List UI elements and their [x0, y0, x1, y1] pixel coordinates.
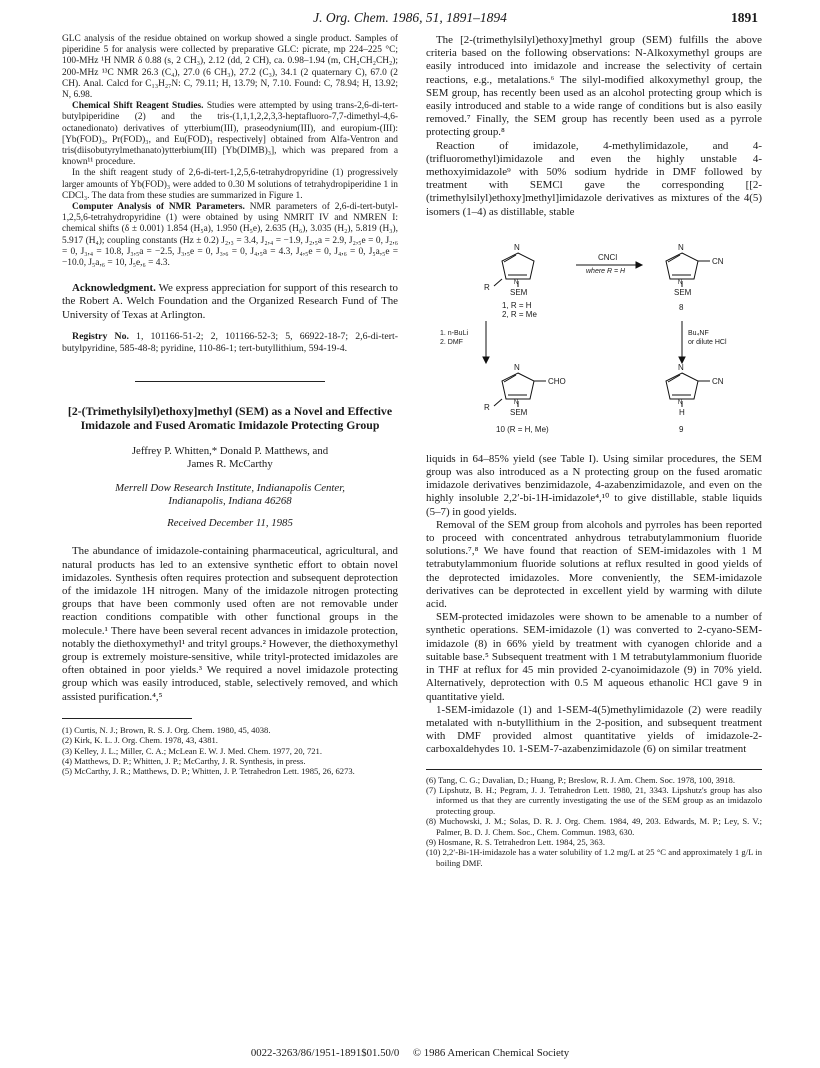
compound-10-label: 10 (R = H, Me)	[496, 424, 549, 434]
affiliation	[62, 482, 398, 509]
affiliation-line-2: Indianapolis, Indiana 46268	[168, 494, 292, 507]
acknowledgment-text: We express appreciation for support of this research to the Robert A. Welch Foundation and the Organized Research Fund of The University of Texas at Arlington.	[62, 282, 398, 321]
running-header	[62, 10, 758, 30]
nmr-analysis-heading: Computer Analysis of NMR Parameters.	[72, 202, 245, 213]
reagent-dmf: 2. DMF	[440, 338, 463, 346]
registry-numbers	[62, 331, 398, 355]
registry-text: 1, 101166-51-2; 2, 101166-52-3; 5, 66922-18-7; 2,6-di-tert-butylpyridine, 585-48-8; pyridine, 110-86-1; tert-butyllithium, 594-19-4.	[62, 330, 398, 354]
received-date: Received December 11, 1985	[167, 517, 293, 530]
atom-n: N	[514, 399, 519, 406]
metalation-paragraph: 1-SEM-imidazole (1) and 1-SEM-4(5)methylimidazole (2) were readily metalated with n-butyllithium in the 2-position, and subsequent treatment with DMF provided almost quantitative yields of imidazole-2-carboxaldehydes 10. 1-SEM-7-azabenzimidazole (6) on similar treatment	[426, 703, 762, 756]
hydrogen-atom: H	[679, 407, 685, 417]
shift-reagent-paragraph	[62, 101, 398, 168]
authors-line-2: James R. McCarthy	[187, 458, 273, 471]
shift-study-paragraph: In the shift reagent study of 2,6-di-tert-1,2,5,6-tetrahydropyridine (1) progressively larger amounts of Yb(FOD)₃ were added to 0.30 M solutions of tetrahydropiperidine 1 in CDCl₃. The data from these studies are summarized in Figure 1.	[62, 168, 398, 201]
atom-n: N	[678, 362, 684, 372]
right-footnotes	[426, 775, 762, 869]
registry-heading: Registry No.	[72, 330, 129, 342]
footnote-rule	[426, 769, 762, 770]
footnote: (5) McCarthy, J. R.; Matthews, D. P.; Whitten, J. P. Tetrahedron Lett. 1985, 26, 6273.	[62, 766, 355, 777]
shift-reagent-heading: Chemical Shift Reagent Studies.	[72, 101, 204, 112]
journal-citation: J. Org. Chem. 1986, 51, 1891–1894	[313, 10, 507, 25]
left-column	[62, 34, 398, 777]
reagent-buli: 1. n-BuLi	[440, 329, 469, 337]
footnote-rule	[62, 718, 192, 719]
cyano-group: CN	[712, 376, 724, 386]
sem-group: SEM	[510, 407, 528, 417]
atom-n: N	[514, 242, 520, 252]
acknowledgment-heading: Acknowledgment.	[72, 282, 156, 295]
atom-n: N	[514, 279, 519, 286]
article-title: [2-(Trimethylsilyl)ethoxy]methyl (SEM) as a Novel and Effective Imidazole and Fused Aromatic Imidazole Protecting Group	[67, 403, 393, 433]
introduction-paragraph: The abundance of imidazole-containing pharmaceutical, agricultural, and natural products has led to an extensive synthetic effort to obtain novel imidazoles. Synthesis often requires protection and subsequent deprotection of the imidazole 1H nitrogen. Many of the imidazole nitrogen protecting groups that have been commonly used often are not removable under reaction conditions compatible with other functional groups in the molecule.¹ There have been several recent advances in imidazole protection, notably the diethoxymethyl¹ and trityl groups.² However, the diethoxymethyl group is extremely moisture-sensitive, while trityl-protected imidazoles are often obtained in poor yields.³ We required a novel imidazole protecting group which was easily introduced, stable, selectively removed, and which assisted purification.⁴,⁵	[62, 545, 398, 703]
removal-paragraph: Removal of the SEM group from alcohols and pyrroles has been reported to proceed with concentrated anhydrous tetrabutylammonium fluoride solutions.⁷,⁸ We have found that reaction of SEM-imidazoles with 1 M tetrabutylammonium fluoride solutions at reflux resulted in good yields of the deprotected imidazoles. More conveniently, the SEM-imidazole derivatives can be deprotected in excellent yield by warming with dilute acid.	[426, 518, 762, 611]
substituent-r: R	[484, 282, 490, 292]
atom-n: N	[678, 399, 683, 406]
sem-group: SEM	[674, 287, 692, 297]
footnote: (9) Hosmane, R. S. Tetrahedron Lett. 1984, 25, 363.	[426, 836, 605, 847]
article-divider	[135, 381, 325, 382]
reagent-hcl: or dilute HCl	[688, 338, 727, 346]
footnote: (3) Kelley, J. L.; Miller, C. A.; McLean E. W. J. Med. Chem. 1977, 20, 721.	[62, 745, 322, 756]
footnote: (8) Muchowski, J. M.; Solas, D. R. J. Org. Chem. 1984, 49, 203. Edwards, M. P.; Ley, S. V.; Palmer, B. D. J. Chem. Soc., Chem. Commun. 1983, 630.	[426, 816, 762, 837]
footnote: (10) 2,2′-Bi-1H-imidazole has a water solubility of 1.2 mg/L at 25 °C and approximately 1 g/L in boiling DMF.	[426, 847, 762, 868]
authors	[62, 445, 398, 472]
footnote: (2) Kirk, K. L. J. Org. Chem. 1978, 43, 4381.	[62, 735, 218, 746]
authors-line-1: Jeffrey P. Whitten,* Donald P. Matthews, and	[131, 444, 329, 457]
nmr-analysis-text: NMR parameters of 2,6-di-tert-butyl-1,2,5,6-tetrahydropyridine (1) were obtained by using NMRIT IV and NMREN I: chemical shifts (δ ± 0.001) 1.854 (H₅a), 1.950 (H₅e), 2.635 (H₆), 3.035 (H₂), 5.819 (H₃), 5.917 (H₄); coupling constants (Hz ± 0.2) J₂,₃ = 3.4, J₂,₄ = −1.9, J₂,₅a = 2.9, J₂,₅e = 0, J₂,₆ = 0, J₃,₄ = 10.8, J₃,₅a = −2.5, J₃,₅e = 0, J₃,₆ = 0, J₄,₅a = 4.3, J₄,₅e = 0, J₄,₆ = 0, J₅a,₅e = −10.0, J₅a,₆ = 10, J₅e,₆ = 4.3.	[62, 202, 398, 269]
compound-1-label: 1, R = H	[502, 300, 532, 310]
affiliation-line-1: Merrell Dow Research Institute, Indianapolis Center,	[115, 481, 345, 494]
article-code: 0022-3263/86/1951-1891$01.50/0	[250, 1047, 400, 1059]
compound-8-label: 8	[679, 302, 684, 312]
page-number: 1891	[731, 10, 758, 25]
reagent-condition: where R = H	[586, 267, 626, 275]
atom-n: N	[678, 279, 683, 286]
compound-9-label: 9	[679, 424, 684, 434]
synthetic-operations-paragraph: SEM-protected imidazoles were shown to be amenable to a number of synthetic operations. SEM-imidazole (1) was converted to 2-cyano-SEM-imidazole (8) in 66% yield by treatment with cyanogen chloride and a suitable base.⁵ Subsequent treatment with 1 M tetrabutylammonium fluoride in THF at reflux for 45 min provided 2-cyanoimidazole (9) in 70% yield. Alternatively, deprotection with 0.5 M aqueous ethanolic HCl gave 9 in quantitative yield.	[426, 611, 762, 703]
page-footer	[0, 1047, 820, 1059]
cyano-group: CN	[712, 256, 724, 266]
footnote: (6) Tang, C. G.; Davalian, D.; Huang, P.; Breslow, R. J. Am. Chem. Soc. 1978, 100, 3918.	[426, 774, 735, 785]
sem-introduction-paragraph: Reaction of imidazole, 4-methylimidazole, and 4-(trifluoromethyl)imidazole and even the highly unstable 4-methoxyimidazole⁹ with 50% sodium hydride in DMF followed by treatment with SEMCl gave the corresponding [[2-(trimethylsilyl)ethoxy]methyl]imidazole derivatives as mixtures of the 4(5) isomers (1–4) as distillable, stable	[426, 139, 762, 218]
left-footnotes	[62, 725, 398, 777]
glc-paragraph: GLC analysis of the residue obtained on workup showed a single product. Samples of piperidine 5 for analysis were collected by preparative GLC: picrate, mp 224–225 °C; 100-MHz ¹H NMR δ 0.88 (s, 2 CH₃), 2.12 (dd, 2 CH), ca. 0.98–1.94 (m, CH₂CH₂CH₂); 200-MHz ¹³C NMR 26.3 (C₄), 27.0 (6 CH₃), 27.2 (C₃), 34.1 (2 quaternary C), 67.0 (2 CH). Anal. Calcd for C₁₃H₂₇N: C, 79.11; H, 13.79; N, 7.10. Found: C, 78.94; H, 13.92; N, 6.98.	[62, 34, 398, 101]
atom-n: N	[678, 242, 684, 252]
reagent-bu4nf: Bu₄NF	[688, 329, 709, 337]
shift-reagent-text: Studies were attempted by using trans-2,6-di-tert-butylpiperidine (2) and the tris-(1,1,1,2,2,3,3-heptafluoro-7,7-dimethyl-4,6-octanedionato) derivatives of ytterbium(III), praseodynium(III), and europium-(III):[Yb(FOD)₃, Pr(FOD)₃, and Eu(FOD)₃ respectively] obtained from Alfa-Ventron and tris(diisobutyrylmethanato)ytterbium(III) [Yb(DIMB)₃], which was prepared from a known¹¹ procedure.	[62, 101, 398, 168]
substituent-r: R	[484, 402, 490, 412]
yield-paragraph: liquids in 64–85% yield (see Table I). Using similar procedures, the SEM group was also introduced as a N protecting group on the fused aromatic imidazole derivatives benzimidazole, 4-azabenzimidazole, and even on the highly insoluble 2,2′-bi-1H-imidazole⁴,¹⁰ to give distillable, stable liquids (5–7) in good yields.	[426, 452, 762, 518]
sem-group: SEM	[510, 287, 528, 297]
right-column	[426, 34, 762, 868]
atom-n: N	[514, 362, 520, 372]
aldehyde-group: CHO	[548, 376, 566, 386]
nmr-analysis-paragraph	[62, 202, 398, 269]
footnote: (4) Matthews, D. P.; Whitten, J. P.; McCarthy, J. R. Synthesis, in press.	[62, 755, 306, 766]
footnote: (7) Lipshutz, B. H.; Pegram, J. J. Tetrahedron Lett. 1980, 21, 3343. Lipshutz's group has also informed us that they are currently investigating the use of the SEM group as an imidazolo protecting group.	[426, 784, 762, 816]
acknowledgment	[62, 282, 398, 322]
footnote: (1) Curtis, N. J.; Brown, R. S. J. Org. Chem. 1980, 45, 4038.	[62, 724, 271, 735]
reaction-scheme	[426, 225, 762, 447]
reagent-cncl: CNCl	[598, 252, 618, 262]
compound-2-label: 2, R = Me	[502, 309, 537, 319]
sem-criteria-paragraph: The [2-(trimethylsilyl)ethoxy]methyl group (SEM) fulfills the above criteria based on the following observations: N-Alkoxymethyl groups are easily introduced into imidazole and increase the selectivity of certain reactions, e.g., metalations.⁶ The silyl-modified alkoxymethyl group, the SEM group, has recently been used as an alcohol protecting group which is easily introduced and stable to a wide range of conditions but is also easily removed.⁷ Finally, the SEM group has recently been used as a pyrrole protecting group.⁸	[426, 34, 762, 139]
copyright: © 1986 American Chemical Society	[412, 1047, 570, 1059]
